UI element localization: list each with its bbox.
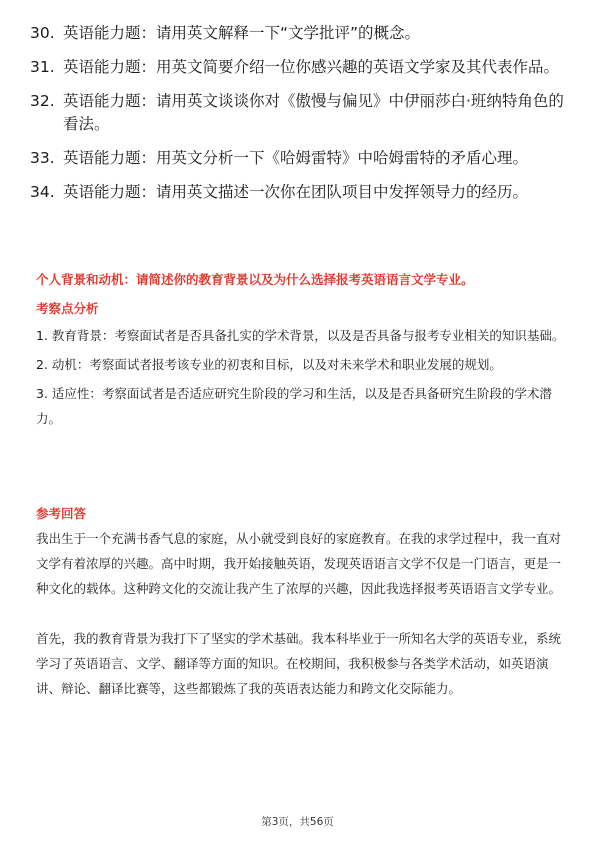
analysis-item: 3. 适应性：考察面试者是否适应研究生阶段的学习和生活，以及是否具备研究生阶段的学术潜力。: [36, 386, 552, 426]
question-text: 英语能力题：用英文简要介绍一位你感兴趣的英语文学家及其代表作品。: [63, 58, 560, 76]
analysis-item: 2. 动机：考察面试者报考该专业的初衷和目标，以及对未来学术和职业发展的规划。: [36, 357, 502, 372]
analysis-section: [36, 300, 566, 435]
analysis-item: 1. 教育背景：考察面试者是否具备扎实的学术背景，以及是否具备与报考专业相关的知识基础。: [36, 328, 565, 343]
answer-paragraph: 我出生于一个充满书香气息的家庭，从小就受到良好的家庭教育。在我的求学过程中，我一直对文学有着浓厚的兴趣。高中时期，我开始接触英语，发现英语语言文学不仅是一门语言，更是一种文化的载体。这种跨文化的交流让我产生了浓厚的兴趣，因此我选择报考英语语言文学专业。: [36, 531, 562, 596]
question-item: [30, 56, 570, 79]
question-number: 34.: [30, 183, 55, 201]
question-item: [30, 147, 570, 170]
answer-paragraph: 首先，我的教育背景为我打下了坚实的学术基础。我本科毕业于一所知名大学的英语专业，系统学习了英语语言、文学、翻译等方面的知识。在校期间，我积极参与各类学术活动，如英语演讲、辩论、翻译比赛等，这些都锻炼了我的英语表达能力和跨文化交际能力。: [36, 631, 562, 696]
question-text: 英语能力题：请用英文解释一下“文学批评”的概念。: [63, 24, 421, 42]
analysis-heading: 考察点分析: [36, 301, 99, 316]
question-number: 33.: [30, 149, 55, 167]
answer-heading: 参考回答: [36, 506, 87, 521]
question-list: [30, 22, 570, 215]
question-text: 英语能力题：请用英文描述一次你在团队项目中发挥领导力的经历。: [63, 183, 529, 201]
question-text: 英语能力题：请用英文谈谈你对《傲慢与偏见》中伊丽莎白·班纳特角色的看法。: [63, 92, 564, 133]
question-number: 32.: [30, 92, 55, 110]
question-number: 30.: [30, 24, 55, 42]
section-heading: 个人背景和动机：请简述你的教育背景以及为什么选择报考英语语言文学专业。: [36, 272, 474, 287]
question-item: [30, 90, 570, 136]
answer-section: [36, 505, 566, 701]
page-footer: 第3页，共56页: [261, 816, 334, 828]
question-number: 31.: [30, 58, 55, 76]
question-text: 英语能力题：用英文分析一下《哈姆雷特》中哈姆雷特的矛盾心理。: [63, 149, 529, 167]
question-item: [30, 22, 570, 45]
question-item: [30, 181, 570, 204]
